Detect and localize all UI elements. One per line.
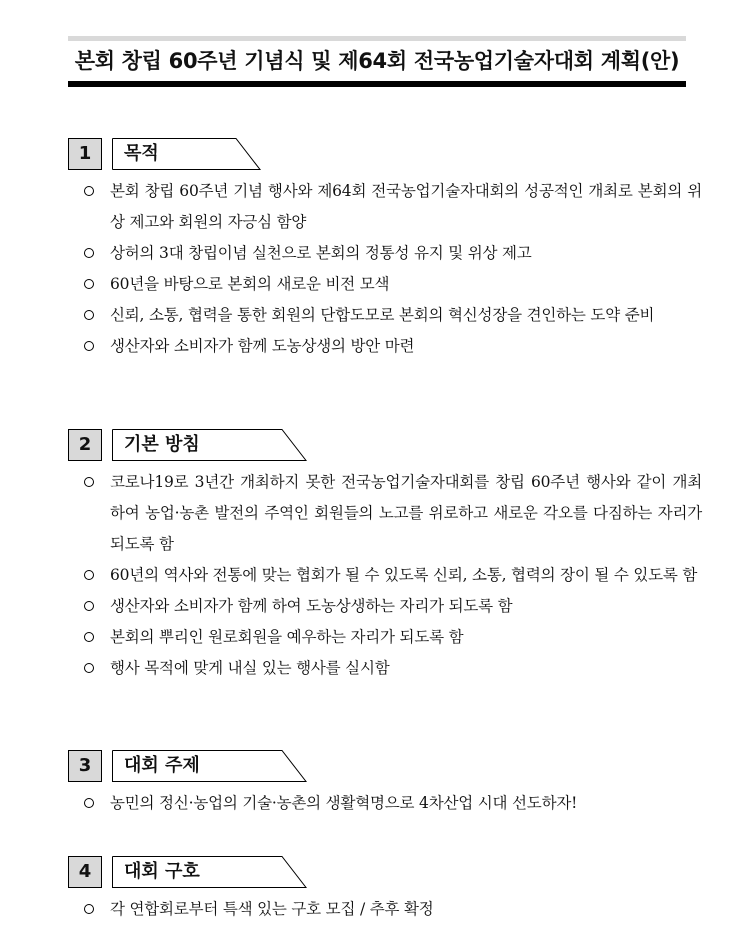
section-heading: 대회 구호 bbox=[124, 861, 200, 882]
page-title: 본회 창립 60주년 기념식 및 제64회 전국농업기술자대회 계획(안) bbox=[74, 49, 680, 73]
section-number: 1 bbox=[68, 138, 102, 170]
section-heading: 목적 bbox=[124, 143, 159, 164]
section-header bbox=[68, 750, 708, 784]
circle-bullet-icon bbox=[84, 798, 94, 808]
list-item: 신뢰, 소통, 협력을 통한 회원의 단합도모로 본회의 혁신성장을 견인하는 도약 준비 bbox=[82, 300, 702, 331]
section-header bbox=[68, 856, 708, 890]
section-item-list bbox=[82, 788, 702, 819]
circle-bullet-icon bbox=[84, 663, 94, 673]
title-bottom-rule bbox=[68, 81, 686, 87]
list-item: 행사 목적에 맞게 내실 있는 행사를 실시함 bbox=[82, 653, 702, 684]
section-header bbox=[68, 138, 708, 172]
section-number: 3 bbox=[68, 750, 102, 782]
list-item: 농민의 정신·농업의 기술·농촌의 생활혁명으로 4차산업 시대 선도하자! bbox=[82, 788, 702, 819]
section-header bbox=[68, 429, 708, 463]
section-item-list bbox=[82, 467, 702, 684]
section-heading: 대회 주제 bbox=[124, 755, 200, 776]
section-theme bbox=[68, 750, 708, 812]
circle-bullet-icon bbox=[84, 904, 94, 914]
circle-bullet-icon bbox=[84, 279, 94, 289]
section-purpose bbox=[68, 138, 708, 355]
list-item: 본회의 뿌리인 원로회원을 예우하는 자리가 되도록 함 bbox=[82, 622, 702, 653]
title-block bbox=[68, 36, 686, 87]
section-heading: 기본 방침 bbox=[124, 434, 200, 455]
list-item: 생산자와 소비자가 함께 도농상생의 방안 마련 bbox=[82, 331, 702, 362]
circle-bullet-icon bbox=[84, 477, 94, 487]
list-item: 60년의 역사와 전통에 맞는 협회가 될 수 있도록 신뢰, 소통, 협력의 장이 될 수 있도록 함 bbox=[82, 560, 702, 591]
section-item-list bbox=[82, 176, 702, 362]
list-item: 코로나19로 3년간 개최하지 못한 전국농업기술자대회를 창립 60주년 행사와 같이 개최하여 농업·농촌 발전의 주역인 회원들의 노고를 위로하고 새로운 각오를 다짐하는 자리가 되도록 함 bbox=[82, 467, 702, 560]
circle-bullet-icon bbox=[84, 632, 94, 642]
list-item: 60년을 바탕으로 본회의 새로운 비전 모색 bbox=[82, 269, 702, 300]
section-item-list bbox=[82, 894, 702, 925]
section-basic-policy bbox=[68, 429, 708, 677]
circle-bullet-icon bbox=[84, 310, 94, 320]
section-slogan bbox=[68, 856, 708, 918]
list-item: 상허의 3대 창립이념 실천으로 본회의 정통성 유지 및 위상 제고 bbox=[82, 238, 702, 269]
circle-bullet-icon bbox=[84, 248, 94, 258]
circle-bullet-icon bbox=[84, 601, 94, 611]
section-number: 4 bbox=[68, 856, 102, 888]
circle-bullet-icon bbox=[84, 186, 94, 196]
list-item: 생산자와 소비자가 함께 하여 도농상생하는 자리가 되도록 함 bbox=[82, 591, 702, 622]
circle-bullet-icon bbox=[84, 570, 94, 580]
list-item: 각 연합회로부터 특색 있는 구호 모집 / 추후 확정 bbox=[82, 894, 702, 925]
section-number: 2 bbox=[68, 429, 102, 461]
list-item: 본회 창립 60주년 기념 행사와 제64회 전국농업기술자대회의 성공적인 개최로 본회의 위상 제고와 회원의 자긍심 함양 bbox=[82, 176, 702, 238]
circle-bullet-icon bbox=[84, 341, 94, 351]
